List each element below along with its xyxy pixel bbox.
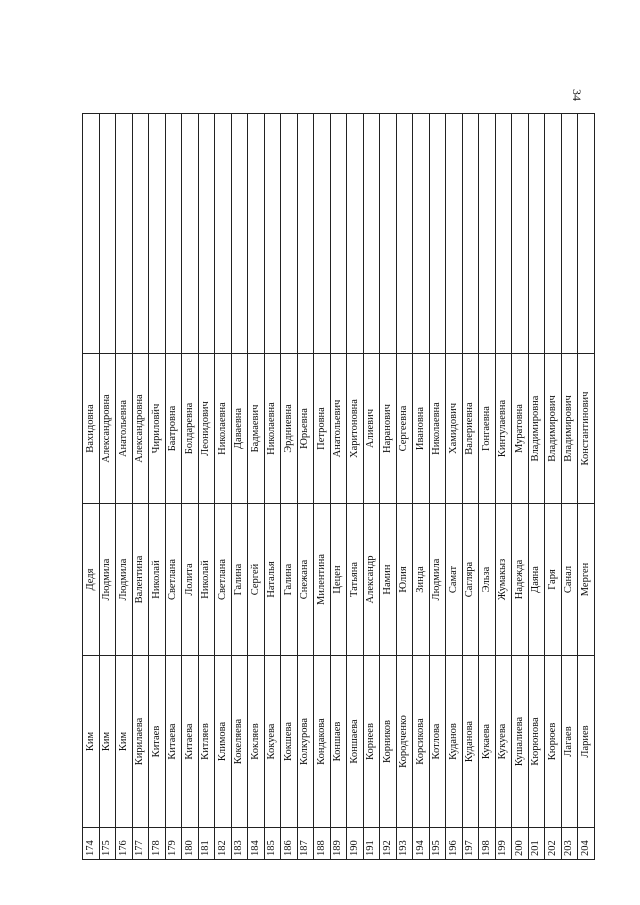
- empty-cell: [495, 114, 512, 354]
- table-row: [215, 114, 232, 860]
- first-name-cell: Людмила: [99, 504, 116, 656]
- last-name-cell: Кородченко: [396, 656, 413, 828]
- patronymic-cell: Эрдниевна: [281, 354, 298, 504]
- empty-cell: [165, 114, 182, 354]
- empty-cell: [396, 114, 413, 354]
- last-name-cell: Кокеляева: [231, 656, 248, 828]
- row-number: 203: [561, 828, 578, 860]
- patronymic-cell: Петровна: [314, 354, 331, 504]
- table-row: [528, 114, 545, 860]
- table-row: [132, 114, 149, 860]
- last-name-cell: Китаева: [182, 656, 199, 828]
- empty-cell: [248, 114, 265, 354]
- first-name-cell: Цецен: [330, 504, 347, 656]
- first-name-cell: Зинда: [413, 504, 430, 656]
- row-number: 174: [83, 828, 100, 860]
- row-number: 197: [462, 828, 479, 860]
- row-number: 185: [264, 828, 281, 860]
- empty-cell: [347, 114, 364, 354]
- page-number: 34: [570, 89, 584, 101]
- row-number: 189: [330, 828, 347, 860]
- patronymic-cell: Валериевна: [462, 354, 479, 504]
- empty-cell: [215, 114, 232, 354]
- empty-cell: [314, 114, 331, 354]
- empty-cell: [512, 114, 529, 354]
- last-name-cell: Кокуева: [264, 656, 281, 828]
- patronymic-cell: Николаевна: [264, 354, 281, 504]
- patronymic-cell: Владимировна: [528, 354, 545, 504]
- last-name-cell: Коншаева: [347, 656, 364, 828]
- last-name-cell: Кирилаева: [132, 656, 149, 828]
- first-name-cell: Николай: [198, 504, 215, 656]
- last-name-cell: Кушалиева: [512, 656, 529, 828]
- row-number: 181: [198, 828, 215, 860]
- row-number: 180: [182, 828, 199, 860]
- empty-cell: [363, 114, 380, 354]
- table-row: [512, 114, 529, 860]
- first-name-cell: Людмила: [116, 504, 133, 656]
- patronymic-cell: Даваевна: [231, 354, 248, 504]
- row-number: 191: [363, 828, 380, 860]
- first-name-cell: Галина: [231, 504, 248, 656]
- first-name-cell: Даяна: [528, 504, 545, 656]
- row-number: 202: [545, 828, 562, 860]
- empty-cell: [462, 114, 479, 354]
- patronymic-cell: Александровна: [99, 354, 116, 504]
- patronymic-cell: Николаевна: [429, 354, 446, 504]
- patronymic-cell: Муратовна: [512, 354, 529, 504]
- row-number: 199: [495, 828, 512, 860]
- patronymic-cell: Бадмаевич: [248, 354, 265, 504]
- first-name-cell: Валентина: [132, 504, 149, 656]
- row-number: 187: [297, 828, 314, 860]
- patronymic-cell: Владимирович: [561, 354, 578, 504]
- patronymic-cell: Владимирович: [545, 354, 562, 504]
- empty-cell: [479, 114, 496, 354]
- row-number: 200: [512, 828, 529, 860]
- last-name-cell: Корников: [380, 656, 397, 828]
- last-name-cell: Кюрюнова: [528, 656, 545, 828]
- table-row: [198, 114, 215, 860]
- empty-cell: [198, 114, 215, 354]
- last-name-cell: Кокляев: [248, 656, 265, 828]
- last-name-cell: Котлова: [429, 656, 446, 828]
- table-row: [330, 114, 347, 860]
- patronymic-cell: Анатольевна: [116, 354, 133, 504]
- patronymic-cell: Гонгаевна: [479, 354, 496, 504]
- empty-cell: [380, 114, 397, 354]
- first-name-cell: Юлия: [396, 504, 413, 656]
- empty-cell: [413, 114, 430, 354]
- empty-cell: [231, 114, 248, 354]
- table-row: [429, 114, 446, 860]
- table-row: [182, 114, 199, 860]
- empty-cell: [578, 114, 595, 354]
- last-name-cell: Китляев: [198, 656, 215, 828]
- row-number: 196: [446, 828, 463, 860]
- row-number: 204: [578, 828, 595, 860]
- table-row: [495, 114, 512, 860]
- last-name-cell: Ким: [83, 656, 100, 828]
- last-name-cell: Куданов: [446, 656, 463, 828]
- last-name-cell: Коншаев: [330, 656, 347, 828]
- name-list-table: [82, 113, 595, 860]
- row-number: 194: [413, 828, 430, 860]
- first-name-cell: Татьяна: [347, 504, 364, 656]
- table-row: [297, 114, 314, 860]
- last-name-cell: Климова: [215, 656, 232, 828]
- table-row: [446, 114, 463, 860]
- last-name-cell: Кюрюев: [545, 656, 562, 828]
- empty-cell: [528, 114, 545, 354]
- patronymic-cell: Харитоновна: [347, 354, 364, 504]
- row-number: 201: [528, 828, 545, 860]
- first-name-cell: Самат: [446, 504, 463, 656]
- empty-cell: [281, 114, 298, 354]
- table-row: [347, 114, 364, 860]
- table-row: [413, 114, 430, 860]
- last-name-cell: Кондакова: [314, 656, 331, 828]
- empty-cell: [132, 114, 149, 354]
- row-number: 183: [231, 828, 248, 860]
- patronymic-cell: Ивановна: [413, 354, 430, 504]
- empty-cell: [297, 114, 314, 354]
- empty-cell: [116, 114, 133, 354]
- patronymic-cell: Леонидович: [198, 354, 215, 504]
- last-name-cell: Кукаева: [479, 656, 496, 828]
- empty-cell: [561, 114, 578, 354]
- table-row: [561, 114, 578, 860]
- patronymic-cell: Хамидович: [446, 354, 463, 504]
- table-row: [99, 114, 116, 860]
- table-row: [281, 114, 298, 860]
- first-name-cell: Милентина: [314, 504, 331, 656]
- empty-cell: [446, 114, 463, 354]
- patronymic-cell: Анатольевич: [330, 354, 347, 504]
- empty-cell: [330, 114, 347, 354]
- row-number: 195: [429, 828, 446, 860]
- first-name-cell: Николай: [149, 504, 166, 656]
- first-name-cell: Снежана: [297, 504, 314, 656]
- table-row: [479, 114, 496, 860]
- table-row: [545, 114, 562, 860]
- first-name-cell: Гаря: [545, 504, 562, 656]
- first-name-cell: Лолита: [182, 504, 199, 656]
- row-number: 190: [347, 828, 364, 860]
- row-number: 182: [215, 828, 232, 860]
- last-name-cell: Китаева: [165, 656, 182, 828]
- empty-cell: [429, 114, 446, 354]
- table-row: [165, 114, 182, 860]
- last-name-cell: Лагаев: [561, 656, 578, 828]
- last-name-cell: Кокшева: [281, 656, 298, 828]
- empty-cell: [545, 114, 562, 354]
- first-name-cell: Надежда: [512, 504, 529, 656]
- first-name-cell: Жумакыз: [495, 504, 512, 656]
- first-name-cell: Александр: [363, 504, 380, 656]
- last-name-cell: Колкурова: [297, 656, 314, 828]
- table-row: [363, 114, 380, 860]
- first-name-cell: Санал: [561, 504, 578, 656]
- table-row: [116, 114, 133, 860]
- first-name-cell: Светлана: [165, 504, 182, 656]
- table-row: [264, 114, 281, 860]
- last-name-cell: Лариев: [578, 656, 595, 828]
- row-number: 188: [314, 828, 331, 860]
- first-name-cell: Дедя: [83, 504, 100, 656]
- table-row: [248, 114, 265, 860]
- last-name-cell: Корнеев: [363, 656, 380, 828]
- first-name-cell: Мерген: [578, 504, 595, 656]
- row-number: 184: [248, 828, 265, 860]
- patronymic-cell: Вахидовна: [83, 354, 100, 504]
- table-row: [149, 114, 166, 860]
- empty-cell: [149, 114, 166, 354]
- row-number: 198: [479, 828, 496, 860]
- patronymic-cell: Константинович: [578, 354, 595, 504]
- last-name-cell: Ким: [99, 656, 116, 828]
- empty-cell: [99, 114, 116, 354]
- patronymic-cell: Сергеевна: [396, 354, 413, 504]
- table-row: [314, 114, 331, 860]
- patronymic-cell: Наранович: [380, 354, 397, 504]
- table-row: [462, 114, 479, 860]
- table-body: [83, 114, 595, 860]
- patronymic-cell: Алиевич: [363, 354, 380, 504]
- empty-cell: [83, 114, 100, 354]
- patronymic-cell: Николаевна: [215, 354, 232, 504]
- row-number: 186: [281, 828, 298, 860]
- last-name-cell: Кукуева: [495, 656, 512, 828]
- patronymic-cell: Кинтулаевна: [495, 354, 512, 504]
- patronymic-cell: Баатровна: [165, 354, 182, 504]
- table-row: [83, 114, 100, 860]
- row-number: 192: [380, 828, 397, 860]
- first-name-cell: Эльза: [479, 504, 496, 656]
- row-number: 175: [99, 828, 116, 860]
- first-name-cell: Наталья: [264, 504, 281, 656]
- last-name-cell: Китаев: [149, 656, 166, 828]
- row-number: 178: [149, 828, 166, 860]
- row-number: 176: [116, 828, 133, 860]
- row-number: 177: [132, 828, 149, 860]
- last-name-cell: Ким: [116, 656, 133, 828]
- last-name-cell: Корсикова: [413, 656, 430, 828]
- table-row: [578, 114, 595, 860]
- first-name-cell: Сергей: [248, 504, 265, 656]
- patronymic-cell: Болдаревна: [182, 354, 199, 504]
- first-name-cell: Намин: [380, 504, 397, 656]
- empty-cell: [264, 114, 281, 354]
- first-name-cell: Людмила: [429, 504, 446, 656]
- table-row: [396, 114, 413, 860]
- first-name-cell: Светлана: [215, 504, 232, 656]
- first-name-cell: Галина: [281, 504, 298, 656]
- patronymic-cell: Юрьевна: [297, 354, 314, 504]
- patronymic-cell: Александровна: [132, 354, 149, 504]
- last-name-cell: Куданова: [462, 656, 479, 828]
- row-number: 179: [165, 828, 182, 860]
- first-name-cell: Сагляра: [462, 504, 479, 656]
- empty-cell: [182, 114, 199, 354]
- patronymic-cell: Чириловйч: [149, 354, 166, 504]
- name-list-table-wrap: [82, 114, 591, 860]
- table-row: [380, 114, 397, 860]
- table-row: [231, 114, 248, 860]
- row-number: 193: [396, 828, 413, 860]
